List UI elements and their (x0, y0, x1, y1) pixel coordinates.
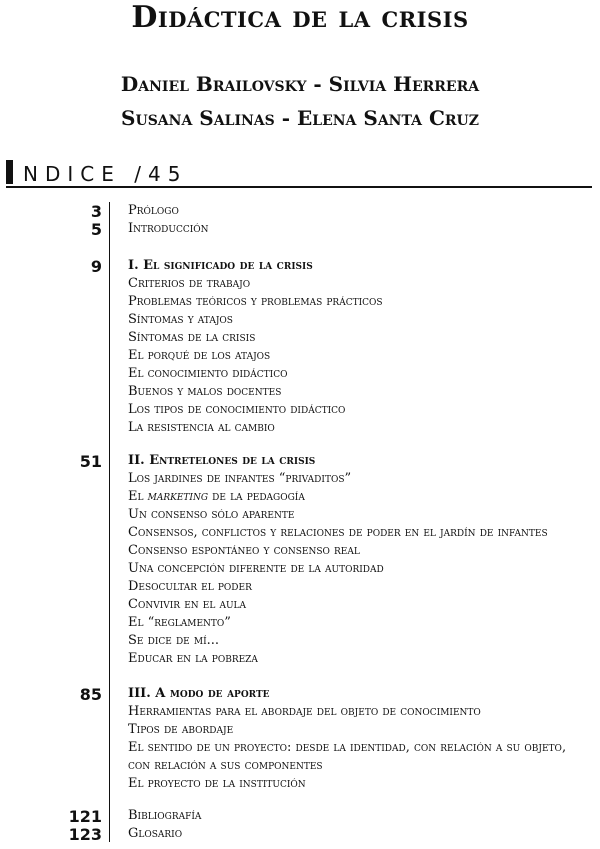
toc-entry[interactable]: Convivir en el aula (128, 597, 247, 612)
toc-entry[interactable]: Educar en la pobreza (128, 651, 258, 666)
page-number: 5 (90, 220, 102, 239)
book-title: Didáctica de la crisis (131, 0, 469, 35)
toc-entry[interactable]: Los jardines de infantes “privaditos” (128, 471, 352, 486)
toc-entry[interactable]: Buenos y malos docentes (128, 384, 282, 399)
page-number: 123 (68, 825, 102, 844)
toc-entry[interactable]: Tipos de abordaje (128, 722, 234, 737)
index-page-ref: /45 (134, 162, 188, 186)
toc-section-2-title[interactable]: II. Entretelones de la crisis (128, 453, 316, 468)
authors-line-1: Daniel Brailovsky - Silvia Herrera (120, 72, 480, 96)
toc-entry-marketing[interactable] (128, 489, 588, 504)
toc-entry[interactable]: Un consenso sólo aparente (128, 507, 295, 522)
toc-section-3-title[interactable]: III. A modo de aporte (128, 686, 270, 701)
toc-entry-prologo[interactable]: Prólogo (128, 203, 179, 218)
toc-entry[interactable]: El conocimiento didáctico (128, 366, 288, 381)
toc-entry[interactable]: Los tipos de conocimiento didáctico (128, 402, 346, 417)
page-column-divider (109, 202, 110, 842)
toc-entry[interactable]: Criterios de trabajo (128, 276, 251, 291)
toc-entry[interactable]: Consensos, conflictos y relaciones de poder en el jardín de infantes (128, 525, 548, 540)
index-initial-bar (6, 160, 13, 184)
toc-entry[interactable]: Problemas teóricos y problemas prácticos (128, 294, 383, 309)
toc-entry[interactable]: Consenso espontáneo y consenso real (128, 543, 360, 558)
page-number: 121 (68, 807, 102, 826)
toc-entry-bibliografia[interactable]: Bibliografía (128, 808, 202, 823)
toc-entry-glosario[interactable]: Glosario (128, 826, 183, 841)
toc-entry[interactable]: El sentido de un proyecto: desde la identidad, con relación a su objeto, (128, 740, 567, 755)
toc-entry[interactable]: Herramientas para el abordaje del objeto de conocimiento (128, 704, 481, 719)
toc-entry[interactable]: El “reglamento” (128, 615, 231, 630)
toc-entry[interactable]: Desocultar el poder (128, 579, 252, 594)
marketing-word: marketing (147, 489, 209, 504)
heading-rule (6, 186, 592, 188)
toc-entry[interactable]: La resistencia al cambio (128, 420, 275, 435)
toc-entry[interactable]: Síntomas y atajos (128, 312, 233, 327)
toc-entry[interactable]: Se dice de mí... (128, 633, 220, 648)
toc-entry[interactable]: El porqué de los atajos (128, 348, 271, 363)
page-number: 3 (90, 202, 102, 221)
toc-section-1-title[interactable]: I. El significado de la crisis (128, 258, 313, 273)
toc-entry[interactable]: El proyecto de la institución (128, 776, 306, 791)
page-number: 85 (79, 685, 102, 704)
page-number: 9 (90, 257, 102, 276)
marketing-prefix: El (128, 489, 148, 504)
toc-entry[interactable]: Una concepción diferente de la autoridad (128, 561, 384, 576)
toc-entry-introduccion[interactable]: Introducción (128, 221, 209, 236)
authors-line-2: Susana Salinas - Elena Santa Cruz (121, 106, 479, 130)
index-label: NDICE (23, 162, 121, 186)
toc-entry[interactable]: con relación a sus componentes (128, 758, 323, 773)
toc-entry[interactable]: Síntomas de la crisis (128, 330, 256, 345)
page-number: 51 (79, 452, 102, 471)
marketing-suffix: de la pedagogía (208, 489, 305, 504)
